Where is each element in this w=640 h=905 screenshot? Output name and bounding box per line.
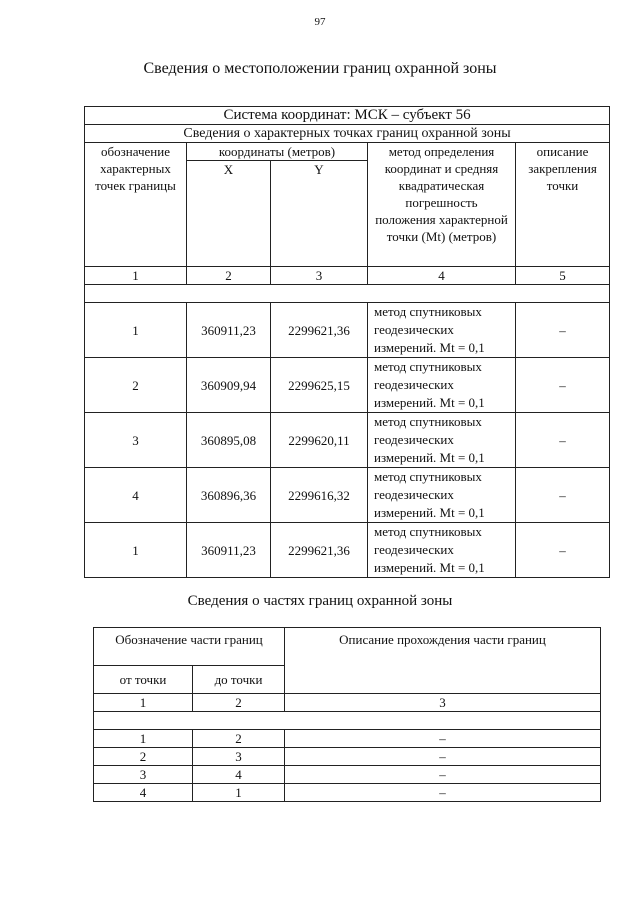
- point-id: 2: [85, 358, 187, 413]
- table-row: [94, 730, 601, 748]
- coord-y: 2299621,36: [271, 303, 368, 358]
- from-point: 1: [94, 730, 193, 748]
- table-row: [94, 784, 601, 802]
- to-point: 1: [193, 784, 285, 802]
- from-point: 4: [94, 784, 193, 802]
- header-point: обозначение характерных точек границы: [85, 143, 187, 267]
- header-y: Y: [271, 161, 368, 267]
- column-number: 1: [85, 267, 187, 285]
- column-number: 3: [271, 267, 368, 285]
- point-description: –: [516, 358, 610, 413]
- table-row: [94, 748, 601, 766]
- coord-y: 2299620,11: [271, 413, 368, 468]
- to-point: 2: [193, 730, 285, 748]
- header-x: X: [187, 161, 271, 267]
- section-title: Сведения о местоположении границ охранной зоны: [143, 60, 497, 77]
- table-row: [85, 358, 610, 413]
- column-number: 4: [368, 267, 516, 285]
- point-description: –: [516, 413, 610, 468]
- method-text: метод спутниковых геодезических измерений. Mt = 0,1: [368, 358, 516, 413]
- point-id: 1: [85, 523, 187, 578]
- coord-y: 2299616,32: [271, 468, 368, 523]
- header-from: от точки: [94, 666, 193, 694]
- column-number: 2: [193, 694, 285, 712]
- to-point: 4: [193, 766, 285, 784]
- column-number: 1: [94, 694, 193, 712]
- table-row: [85, 303, 610, 358]
- point-id: 1: [85, 303, 187, 358]
- blank-row: [94, 712, 601, 730]
- header-part: Обозначение части границ: [94, 628, 285, 666]
- coord-x: 360896,36: [187, 468, 271, 523]
- coord-y: 2299625,15: [271, 358, 368, 413]
- parts-table: [93, 627, 601, 802]
- points-table: [84, 106, 610, 578]
- point-description: –: [516, 468, 610, 523]
- blank-row: [85, 285, 610, 303]
- from-point: 2: [94, 748, 193, 766]
- header-coordinates: координаты (метров): [187, 143, 368, 161]
- method-text: метод спутниковых геодезических измерений. Mt = 0,1: [368, 413, 516, 468]
- point-description: –: [516, 523, 610, 578]
- point-id: 3: [85, 413, 187, 468]
- column-number: 5: [516, 267, 610, 285]
- table-row: [85, 523, 610, 578]
- point-description: –: [516, 303, 610, 358]
- header-part-description: Описание прохождения части границ: [285, 628, 601, 694]
- table-row: [94, 766, 601, 784]
- point-id: 4: [85, 468, 187, 523]
- page-number: 97: [314, 16, 326, 28]
- method-text: метод спутниковых геодезических измерений. Mt = 0,1: [368, 303, 516, 358]
- header-description: описание закрепления точки: [516, 143, 610, 267]
- header-to: до точки: [193, 666, 285, 694]
- coordinate-system: Система координат: МСК – субъект 56: [85, 107, 610, 125]
- column-number: 3: [285, 694, 601, 712]
- coord-x: 360895,08: [187, 413, 271, 468]
- coord-y: 2299621,36: [271, 523, 368, 578]
- method-text: метод спутниковых геодезических измерений. Mt = 0,1: [368, 468, 516, 523]
- part-description: –: [285, 784, 601, 802]
- points-subtitle: Сведения о характерных точках границ охранной зоны: [85, 125, 610, 143]
- table-row: [85, 413, 610, 468]
- parts-title: Сведения о частях границ охранной зоны: [187, 593, 453, 609]
- part-description: –: [285, 748, 601, 766]
- to-point: 3: [193, 748, 285, 766]
- from-point: 3: [94, 766, 193, 784]
- coord-x: 360911,23: [187, 303, 271, 358]
- part-description: –: [285, 730, 601, 748]
- coord-x: 360909,94: [187, 358, 271, 413]
- table-row: [85, 468, 610, 523]
- method-text: метод спутниковых геодезических измерений. Mt = 0,1: [368, 523, 516, 578]
- coord-x: 360911,23: [187, 523, 271, 578]
- part-description: –: [285, 766, 601, 784]
- column-number: 2: [187, 267, 271, 285]
- header-method: метод определения координат и средняя квадратическая погрешность положения характерной точки (Mt) (метров): [368, 143, 516, 267]
